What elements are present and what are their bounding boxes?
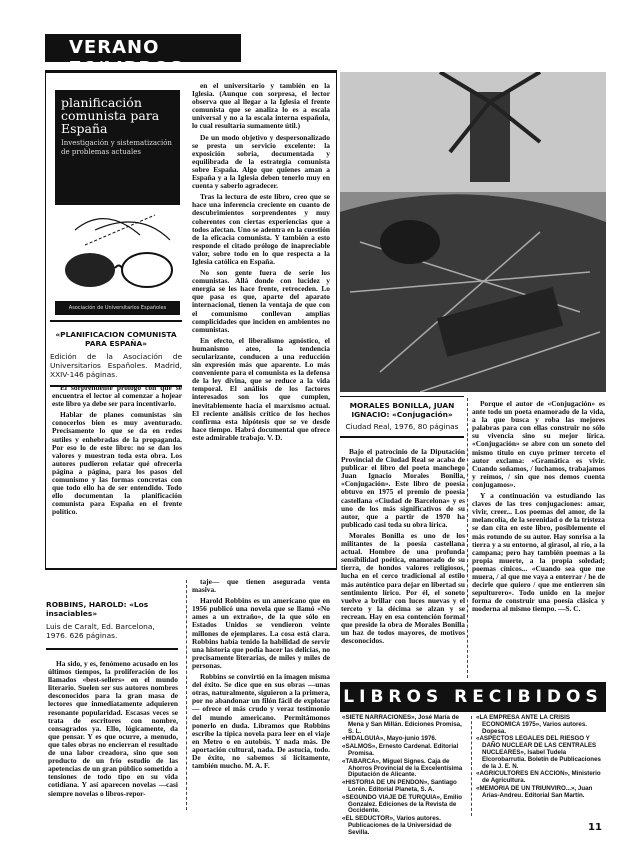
list-item: «SALMOS», Ernesto Cardenal. Editorial Promisa. [342,743,459,757]
list-item: «TABARCA», Miguel Signes. Caja de Ahorros Provincial de la Excelentísima Diputación de Alicante. [342,757,463,779]
book-info: Luis de Caralt, Ed. Barcelona, 1976. 626 páginas. [46,622,155,640]
list-item: «HIDALGUIA», Mayo-junio 1976. [342,735,437,743]
review2-column-1 [341,448,465,648]
libros-recibidos-list-1 [342,715,468,838]
list-item: «AGRICULTORES EN ACCION», Ministerio de Agricultura. [476,770,601,785]
book-title: ROBBINS, HAROLD: «Los insaciables» [46,600,149,618]
paragraph: De un modo objetivo y despersonalizado se presta un servicio excelente: la exposición sobria, documentada y equilibrada de la estrategia comunista sobre España. Algo que quienes aman a España y a la Iglesia deben tenerlo muy en cuenta y saberlo agradecer. [192,132,330,191]
review3-heading [46,600,178,650]
ad-subtitle: Investigación y sistematización de problemas actuales [61,139,172,156]
glasses-illustration-icon [55,205,180,295]
windmill-photo [340,72,606,392]
list-item: «EL SEDUCTOR», Varios autores. Publicaciones de la Universidad de Sevilla. [342,815,452,836]
paragraph: Morales Bonilla es uno de los militantes de la poesía castellana actual. Hombre de una profunda sensibilidad poética, enamorado de su tierra, de hondos valores religiosos, lucha en el cerco tradicional al estilo más auténtico para dejar en libertad su sentimiento lírico. Por él, el soneto vuelve a brillar con luces nuevas y el terceto y la décima se alzan y se recrean. Hay en esa contención formal que preside la obra de Morales Bonilla un haz de todos mayores, de motivos desconocidos. [341,530,465,646]
paragraph: Porque el autor de «Conjugación» es ante todo un poeta enamorado de la vida, a la que busca y roba las mejores palabras para con ellas construir no sólo su vivencia sino su mejor lírica. «Conjugación» se abre con un soneto del mismo título en cuyo primer terceto el autor exclama: «Gramática es vivir. Cuando soñamos, / luchamos, trabajamos y reímos, / sin que nos demos cuenta conjugamos». [472,399,605,489]
list-item: «LA EMPRESA ANTE LA CRISIS ECONOMICA 1975», Varios autores. Dopesa. [476,714,587,735]
paragraph: taje— que tienen asegurada venta masiva. [192,577,330,595]
windmill-photo-image [340,72,606,392]
libros-recibidos-header: LIBROS RECIBIDOS [340,682,606,712]
review1-column-2 [192,82,330,445]
paragraph: El sorprendente prólogo con que se encuentra el lector al comenzar a hojear este libro ya debe ser para incentivarlo. [52,383,182,409]
list-item: «SEGUNDO VIAJE DE TURQUIA», Emilio Gonzalez. Ediciones de la Revista de Occidente. [342,793,462,815]
column-divider [471,716,472,816]
paragraph: Harold Robbins es un americano que en 1956 publicó una novela que se llamó «No ames a un extraño», de la que sólo en Estados Unidos se vendieron veinte millones de ejemplares. La cosa está clara. Robbins había tenido la habilidad de servir una historia que podía hacer las delicias, no precisamente literarias, de miles y miles de personas. [192,596,330,670]
review2-heading [340,396,464,438]
review1-heading [50,320,182,387]
paragraph: Y a continuación va estudiando las claves de las tres conjugaciones: amar, vivir, creer... Los poemas del amor, de la melancolía, de la serenidad o de la tristeza se dan cita en este libro, posiblemente el más rotundo de su autor. Hay sonrisa a la tierra y a su entorno, al girasol, al río, a la campana; pero hay también poemas a la propia muerte, a la propia soledad; poemas cínicos... «Cuando sea que me muera, / al que me vaya a enterrar / he de decirle que quiero / que me entierren sin sepulturero». Todo unido en la mejor forma de construir una poesía clásica y moderna al mismo tiempo. —S. C. [472,491,605,614]
book-title: «PLANIFICACION COMUNISTA PARA ESPAÑA» [55,330,177,348]
list-item: «MEMORIA DE UN TRIUNVIRO...», Juan Arias-Andreu. Editorial San Martín. [476,784,593,799]
paragraph: Bajo el patrocinio de la Diputación Provincial de Ciudad Real se acaba de publicar el libro del poeta manchego Juan Ignacio Morales Bonilla, «Conjugación». Este libro de poesía obtuvo en 1975 el premio de poesía castellana «Ciudad de Barcelona» y es uno de los más significativos de su autor, que a partir de 1970 ha publicado casi toda su obra lírica. [341,447,465,529]
column-divider [467,398,468,678]
review2-column-2 [472,400,605,616]
paragraph: Tras la lectura de este libro, creo que se hace una inferencia creciente en cuanto de descubrimientos sorprendentes y muy coherentes con ciertas experiencias que a todos afectan. Uno se adentra en la cuestión de la eficacia comunista. Y también a esto responde el citado prólogo de inapreciable valor, sobre todo en lo que respecta a la Iglesia católica en España. [192,192,330,266]
paragraph: Ha sido, y es, fenómeno acusado en los últimos tiempos, la proliferación de los llamados «best-sellers» en el mundo literario. Suelen ser sus autores nombres desconocidos para la gran masa de lectores que inmediatamente adquieren resonante popularidad. Escasas veces se trata de escritores con nombre, consagrados ya. Ello, lógicamente, da que pensar. Y es que ocurre, a menudo, que tales obras no encierran el resultado de una labor creadora, sino que son producto de un frío estudio de las apetencias de un gran público sometido a tensiones de todo tipo en su vida cotidiana. Y así aparecen novelas —casi siempre novelas o libros-repor- [48,659,178,798]
paragraph: en el universitario y también en la Iglesia. (Aunque con sorpresa, el lector observa que al llegar a la Iglesia el frente comunista que se analiza lo es a escala universal y no a la escala interna española, lo cual resultaría sumamente útil.) [192,81,330,131]
review3-column-1 [48,660,178,801]
paragraph: En efecto, el liberalismo agnóstico, el humanismo ateo, la tendencia secularizante, conducen a una reducción sin expresión más que aparente. Lo más conveniente para el comunista es la defensa de la ley divina, que se reduce a la vida temporal. El análisis de los factores interesados son los que cumplen, inevitablemente hacia el marxismo actual. El reciente análisis crítico de los hechos confirma esta hipótesis que se ve desde hace tiempo. Habrá documental que ofrece este admirable trabajo. V. D. [192,335,330,442]
book-info: Edición de la Asociación de Universitarios Españoles. Madrid, XXIV-146 páginas. [50,352,182,379]
paragraph: Hablar de planes comunistas sin conocerlos bien es muy aventurado. Precisamente lo que se da en redes sutiles y enhebradas de la propaganda. Por eso lo de este libro: no se dan los valores y muestran toda esta obra. Los autores pudieron relatar qué ofrecerla página a página, para los pasos del comunismo y las formas concretas con que todo ello ha de ser entendido. Todo ello documentan la planificación comunista para España en el frente político. [52,410,182,517]
paragraph: No son gente fuera de serie los comunistas. Allá donde con lucidez y energía se les hace frente, retroceden. Lo que pasa es que, aparte del aparato internacional, tienen la ventaja de que con el comunismo conllevan amplias complicidades que inciden en ambientes no comunistas. [192,268,330,334]
review3-column-2 [192,578,330,773]
book-info: Ciudad Real, 1976, 80 páginas [345,422,459,431]
list-item: «SIETE NARRACIONES», José María de Mena y San Millán. Ediciones Promisa, S. L. [342,714,462,735]
list-item: «HISTORIA DE UN PENDON», Santiago Lorén. Editorial Planeta, S. A. [342,779,457,793]
column-divider [186,580,187,810]
review1-column-1 [52,384,182,520]
section-header: VERANO 76/LIBROS [45,34,241,62]
book-title: MORALES BONILLA, JUAN IGNACIO: «Conjugación» [349,401,455,419]
libros-recibidos-list-2 [476,715,604,801]
book-cover-ad [55,90,180,315]
paragraph: Robbins se convirtió en la imagen misma del éxito. Se dice que en sus obras —unas otras, naturalmente, siguieron a la primera, por no abandonar un filón fácil de explotar— ofrece el más crudo y veraz testimonio del mundo americano. Permitámonos ponerlo en duda. Libramos que Robbins escribe la típica novela para leer en el viaje en Metro o en autobús. Y nada más. De aportación cultural, nada. De astucia, todo. De éxito, no sabemos si lícitamente, también mucho. M. A. F. [192,672,330,771]
ad-title: planificación comunista para España [61,95,160,136]
ad-footer: Asociación de Universitarios Españoles [55,301,180,315]
list-item: «ASPECTOS LEGALES DEL RIESGO Y DAÑO NUCLEAR DE LAS CENTRALES NUCLEARES», Isabel Tudela Elcorobarrutia. Boletín de Publicaciones de la J. E. N. [476,735,601,770]
page-number: 11 [588,822,602,833]
